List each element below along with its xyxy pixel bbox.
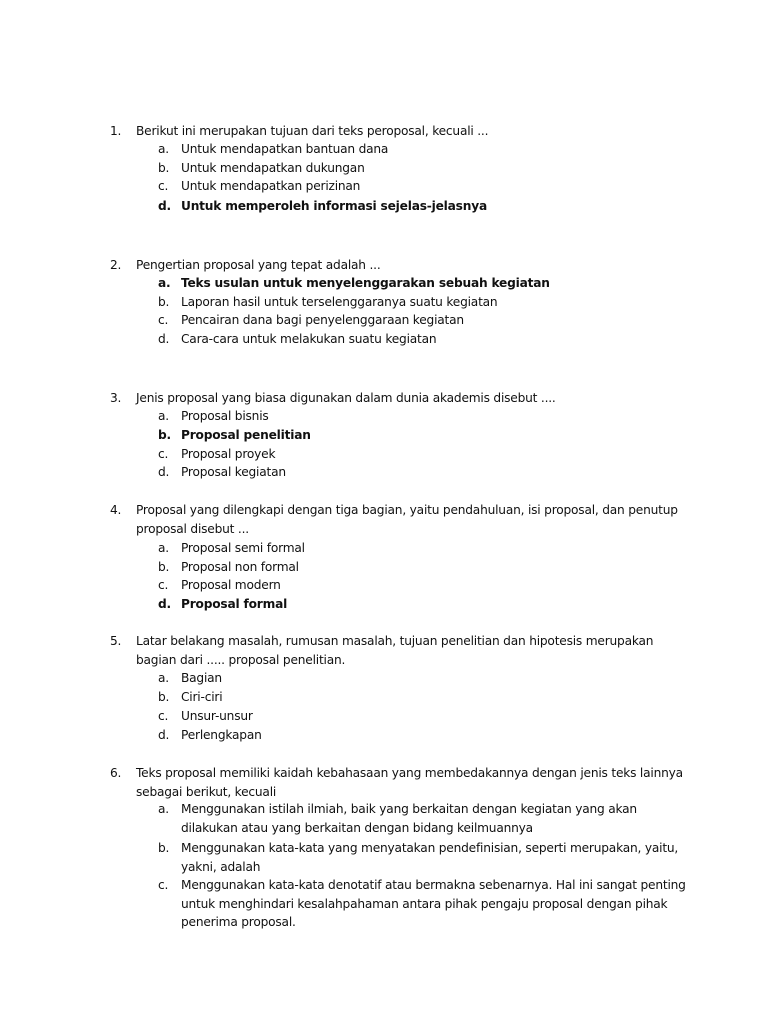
- question-text: Jenis proposal yang biasa digunakan dalam dunia akademis disebut ....: [136, 391, 556, 405]
- option-text: Untuk memperoleh informasi sejelas-jelasnya: [181, 199, 487, 213]
- option-text: Perlengkapan: [181, 728, 262, 742]
- option-text: Untuk mendapatkan perizinan: [181, 179, 361, 193]
- option-text: Proposal semi formal: [181, 541, 305, 555]
- option-text: Proposal modern: [181, 578, 281, 592]
- option-text: Proposal formal: [181, 597, 288, 611]
- option-text: Teks usulan untuk menyelenggarakan sebuah kegiatan: [181, 276, 550, 290]
- option-letter: a.: [158, 276, 171, 290]
- option-letter: d.: [158, 331, 170, 346]
- question-text: Proposal yang dilengkapi dengan tiga bagian, yaitu pendahuluan, isi proposal, dan penutup proposal disebut ...: [136, 503, 678, 536]
- option-text: Proposal kegiatan: [181, 465, 286, 479]
- option-letter: c.: [158, 313, 169, 327]
- option-text: Untuk mendapatkan dukungan: [181, 160, 365, 175]
- option-letter: a.: [158, 671, 169, 685]
- option-letter: b.: [158, 428, 171, 442]
- option-letter: d.: [158, 199, 171, 213]
- option-text: Unsur-unsur: [181, 709, 253, 723]
- option-text: Untuk mendapatkan bantuan dana: [181, 142, 389, 156]
- question-number: 5.: [110, 634, 122, 648]
- option-text: Laporan hasil untuk terselenggaranya suatu kegiatan: [181, 294, 498, 309]
- question-number: 6.: [110, 766, 122, 780]
- question-text: Berikut ini merupakan tujuan dari teks peroposal, kecuali ...: [136, 124, 489, 138]
- question-number: 4.: [110, 503, 122, 517]
- option-letter: b.: [158, 294, 170, 309]
- option-letter: c.: [158, 179, 169, 193]
- option-text: Ciri-ciri: [181, 689, 223, 704]
- option-text: Proposal proyek: [181, 446, 276, 461]
- question-text: Pengertian proposal yang tepat adalah ...: [136, 258, 381, 272]
- option-letter: d.: [158, 597, 171, 611]
- option-letter: b.: [158, 689, 170, 704]
- option-letter: a.: [158, 409, 169, 423]
- option-letter: a.: [158, 802, 169, 816]
- option-text: Proposal bisnis: [181, 409, 269, 423]
- question-number: 3.: [110, 391, 122, 405]
- option-text: Pencairan dana bagi penyelenggaraan kegiatan: [181, 313, 464, 327]
- option-letter: d.: [158, 465, 170, 479]
- option-text: Menggunakan istilah ilmiah, baik yang berkaitan dengan kegiatan yang akan dilakukan atau yang berkaitan dengan bidang keilmuannya: [181, 802, 637, 835]
- option-letter: b.: [158, 160, 170, 175]
- question-text: Latar belakang masalah, rumusan masalah, tujuan penelitian dan hipotesis merupakan bagian dari ..... proposal penelitian.: [136, 634, 654, 667]
- option-letter: c.: [158, 446, 169, 461]
- option-letter: a.: [158, 541, 169, 555]
- option-text: Menggunakan kata-kata yang menyatakan pendefinisian, seperti merupakan, yaitu, yakni, adalah: [181, 841, 679, 874]
- question-number: 1.: [110, 124, 122, 138]
- option-letter: b.: [158, 841, 170, 855]
- option-letter: b.: [158, 559, 170, 574]
- option-letter: d.: [158, 728, 170, 742]
- option-letter: a.: [158, 142, 169, 156]
- option-letter: c.: [158, 578, 169, 592]
- option-letter: c.: [158, 709, 169, 723]
- question-number: 2.: [110, 258, 122, 272]
- option-text: Proposal penelitian: [181, 428, 311, 442]
- option-text: Proposal non formal: [181, 559, 299, 574]
- question-text: Teks proposal memiliki kaidah kebahasaan yang membedakannya dengan jenis teks lainnya sebagai berikut, kecuali: [136, 766, 683, 799]
- option-text: Menggunakan kata-kata denotatif atau bermakna sebenarnya. Hal ini sangat penting untuk menghindari kesalahpahaman antara pihak pengaju proposal dengan pihak penerima proposal.: [181, 878, 686, 929]
- option-letter: c.: [158, 878, 169, 892]
- option-text: Bagian: [181, 671, 222, 685]
- option-text: Cara-cara untuk melakukan suatu kegiatan: [181, 331, 437, 346]
